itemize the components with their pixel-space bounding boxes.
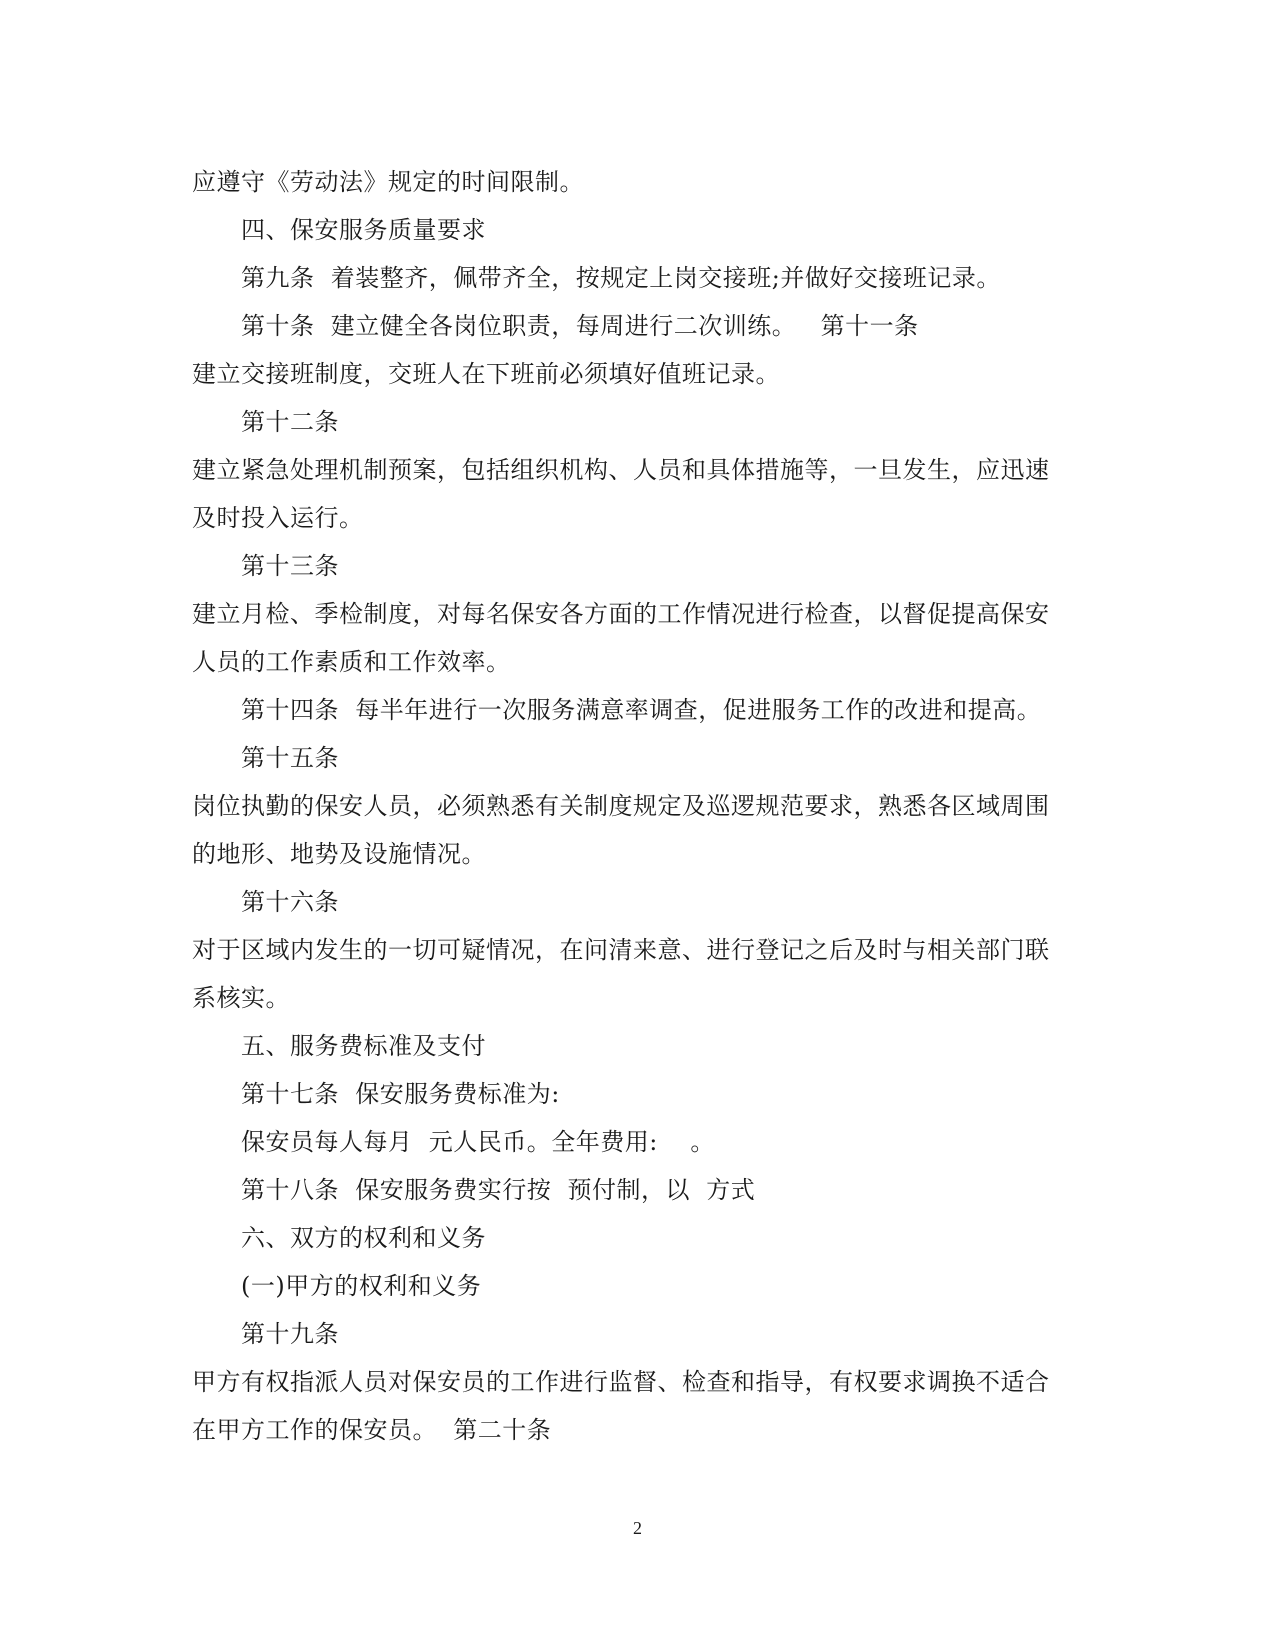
section-heading: 四、保安服务质量要求 [241,216,486,244]
text-line: 建立月检、季检制度，对每名保安各方面的工作情况进行检查，以督促提高保安 [192,600,1050,628]
subsection-heading: (一)甲方的权利和义务 [241,1272,482,1300]
text-line: 系核实。 [192,984,290,1012]
text-line: 建立紧急处理机制预案，包括组织机构、人员和具体措施等，一旦发生，应迅速 [192,456,1050,484]
article-heading: 第十六条 [241,888,339,916]
article-heading: 第十三条 [241,552,339,580]
article-heading: 第十五条 [241,744,339,772]
text-line: 第九条 着装整齐，佩带齐全，按规定上岗交接班;并做好交接班记录。 [241,264,1001,292]
text-line: 第十七条 保安服务费标准为: [241,1080,560,1108]
article-heading: 第十二条 [241,408,339,436]
text-line: 在甲方工作的保安员。 第二十条 [192,1416,552,1444]
text-line: 保安员每人每月 元人民币。全年费用: 。 [241,1128,715,1156]
document-body [192,158,1072,1454]
text-line: 人员的工作素质和工作效率。 [192,648,511,676]
text-line: 第十八条 保安服务费实行按 预付制，以 方式 [241,1176,756,1204]
section-heading: 六、双方的权利和义务 [241,1224,486,1252]
text-line: 应遵守《劳动法》规定的时间限制。 [192,168,584,196]
text-line: 及时投入运行。 [192,504,364,532]
text-line: 岗位执勤的保安人员，必须熟悉有关制度规定及巡逻规范要求，熟悉各区域周围 [192,792,1050,820]
text-line: 第十四条 每半年进行一次服务满意率调查，促进服务工作的改进和提高。 [241,696,1042,724]
text-line: 第十条 建立健全各岗位职责，每周进行二次训练。 第十一条 [241,312,919,340]
text-line: 甲方有权指派人员对保安员的工作进行监督、检查和指导，有权要求调换不适合 [192,1368,1050,1396]
text-line: 的地形、地势及设施情况。 [192,840,486,868]
section-heading: 五、服务费标准及支付 [241,1032,486,1060]
page-number: 2 [633,1518,642,1538]
article-heading: 第十九条 [241,1320,339,1348]
text-line: 对于区域内发生的一切可疑情况，在问清来意、进行登记之后及时与相关部门联 [192,936,1050,964]
text-line: 建立交接班制度，交班人在下班前必须填好值班记录。 [192,360,780,388]
